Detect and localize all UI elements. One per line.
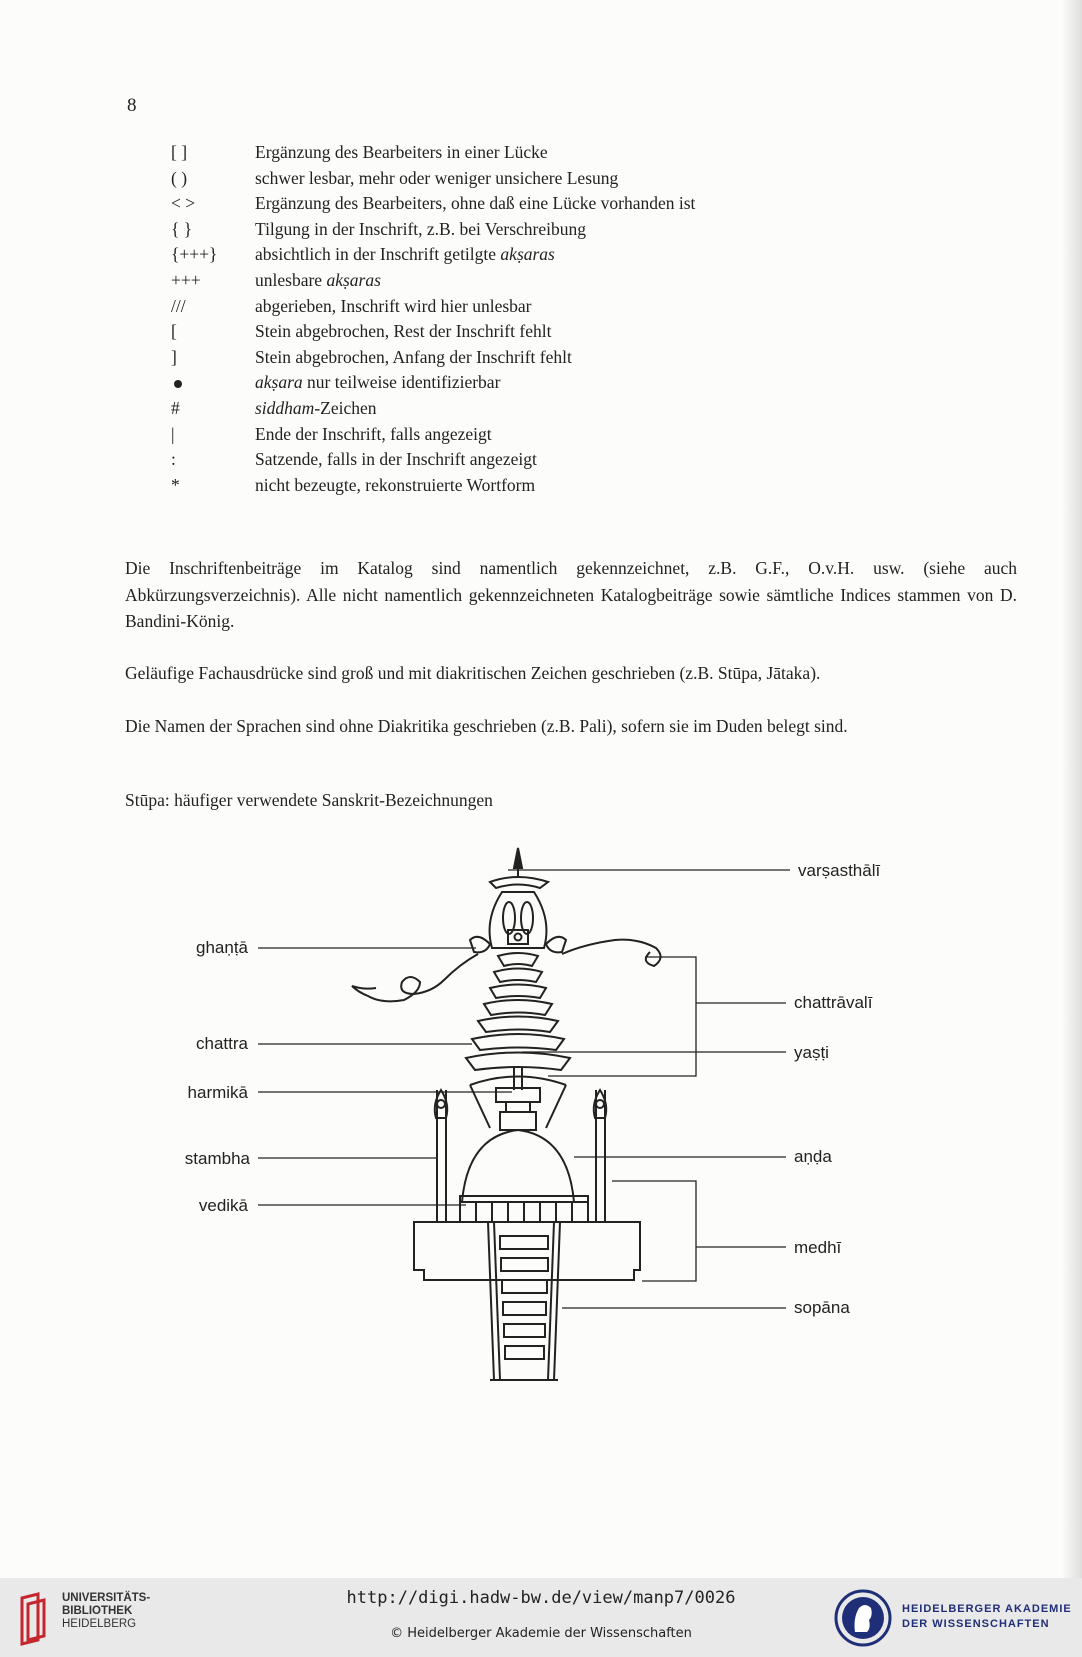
legend-text: schwer lesbar, mehr oder weniger unsichere Lesung [255,167,619,188]
legend-text-main: nur teilweise identifizierbar [302,372,501,393]
sopana-rail-right [554,1222,560,1380]
crown-dot [515,934,522,941]
label-yasti: yaṣṭi [794,1043,829,1062]
harmika-neck [506,1102,530,1112]
chattra-disc-1 [498,953,538,966]
legend-text: Stein abgebrochen, Rest der Inschrift fehlt [255,321,552,342]
legend-symbol: [ [171,321,177,342]
figure-caption: Stūpa: häufiger verwendete Sanskrit-Bezeichnungen [125,790,493,810]
paragraph-contributors: Die Inschriftenbeiträge im Katalog sind namentlich gekennzeichnet, z.B. G.F., O.v.H. usw. (siehe auch Abkürzungsverzeichnis). Alle nicht namentlich gekennzeichneten Katalogbeiträge sowie sämtliche Indices stammen von D. Bandini-König. [125,558,1017,631]
legend-text-italic: akṣaras [500,244,555,265]
harmika-canopy [470,1077,566,1086]
bracket-medhi [612,1181,696,1281]
legend-symbol: ] [171,346,177,367]
finial-tip [514,848,522,868]
legend-symbol: < > [171,193,196,214]
academy-name-line: HEIDELBERGER AKADEMIE [902,1603,1072,1615]
stambha-right-knob [596,1100,604,1108]
chattra-disc-4 [484,1000,552,1015]
streamer-left [352,954,478,1001]
legend-symbol: [ ] [171,142,188,162]
sopana-step [501,1258,548,1271]
legend-symbol: /// [171,295,186,316]
sopana-step [505,1346,544,1359]
legend-symbol: # [171,397,180,418]
harmika-box [500,1112,536,1130]
legend-text-italic: siddham [255,397,315,418]
legend-text-main: absichtlich in der Inschrift getilgte [255,244,501,265]
label-chattravali: chattrāvalī [794,993,873,1012]
harmika-upper [496,1088,540,1102]
paragraph-language-names: Die Namen der Sprachen sind ohne Diakritika geschrieben (z.B. Pali), sofern sie im Duden belegt sind. [125,716,848,736]
stambha-left-knob [437,1100,445,1108]
chattra-disc-6 [472,1034,564,1050]
chattra-disc-2 [494,969,542,983]
academy-name [902,1602,1072,1632]
legend-text: abgerieben, Inschrift wird hier unlesbar [255,295,532,316]
sopana-step [504,1324,545,1337]
legend-symbol: ( ) [171,167,188,188]
stupa-drawing [352,848,661,1380]
legend-symbol: : [171,449,176,470]
ghanta-bell-right [546,937,566,953]
legend-symbol: { } [171,218,193,239]
label-chattra: chattra [196,1034,248,1053]
label-sopana: sopāna [794,1298,850,1317]
label-anda: aṇḍa [794,1147,832,1166]
label-stambha: stambha [184,1149,250,1168]
library-name-line: BIBLIOTHEK [62,1605,133,1617]
label-vedika: vedikā [198,1196,248,1215]
legend-text-italic: akṣara [255,372,303,393]
legend-text: Stein abgebrochen, Anfang der Inschrift fehlt [255,346,572,367]
harmika-strut-right [546,1085,566,1128]
copyright-notice: © Heidelberger Akademie der Wissenschaften [390,1626,692,1641]
legend-symbol: {+++} [171,244,218,265]
label-ghanta: ghaṇṭā [196,938,248,957]
chattra-disc-7 [466,1053,570,1071]
legend-symbol: | [171,423,175,444]
legend-text: Ende der Inschrift, falls angezeigt [255,423,492,444]
chattra-disc-5 [478,1017,558,1033]
chattra-disc-3 [490,985,546,999]
sopana-step [502,1280,547,1293]
label-harmika: harmikā [187,1083,248,1102]
legend-text-italic: akṣaras [326,269,381,290]
ghanta-bell-left [470,937,490,953]
streamer-right [562,940,661,966]
sopana-step [503,1302,546,1315]
legend-text: Tilgung in der Inschrift, z.B. bei Verschreibung [255,218,586,239]
library-name-line: UNIVERSITÄTS- [62,1592,151,1604]
legend-text: nicht bezeugte, rekonstruierte Wortform [255,474,536,495]
legend-symbol: +++ [171,269,201,290]
library-name-line: HEIDELBERG [62,1618,137,1630]
legend-text-main: unlesbare [255,269,327,290]
varsasthali-disc [490,877,548,888]
page-url-link[interactable]: http://digi.hadw-bw.de/view/manp7/0026 [346,1588,736,1608]
sopana-step [500,1236,548,1249]
paragraph-technical-terms: Geläufige Fachausdrücke sind groß und mit diakritischen Zeichen geschrieben (z.B. Stūpa, Jātaka). [125,663,821,683]
page-number: 8 [127,95,137,116]
label-medhi: medhī [794,1238,842,1257]
legend-text: Ergänzung des Bearbeiters in einer Lücke [255,142,548,162]
academy-name-line: DER WISSENSCHAFTEN [902,1618,1050,1630]
sopana-rail-left [488,1222,494,1380]
legend-symbol: * [171,474,180,495]
label-varsasthali: varṣasthālī [798,861,881,880]
legend-text-main: -Zeichen [314,397,377,418]
viewer-footer [0,1578,1082,1657]
legend-text: Satzende, falls in der Inschrift angezeigt [255,449,537,470]
academy-seal-logo-icon [833,1588,893,1648]
legend-text: Ergänzung des Bearbeiters, ohne daß eine Lücke vorhanden ist [255,193,696,214]
anda-dome [462,1130,574,1202]
